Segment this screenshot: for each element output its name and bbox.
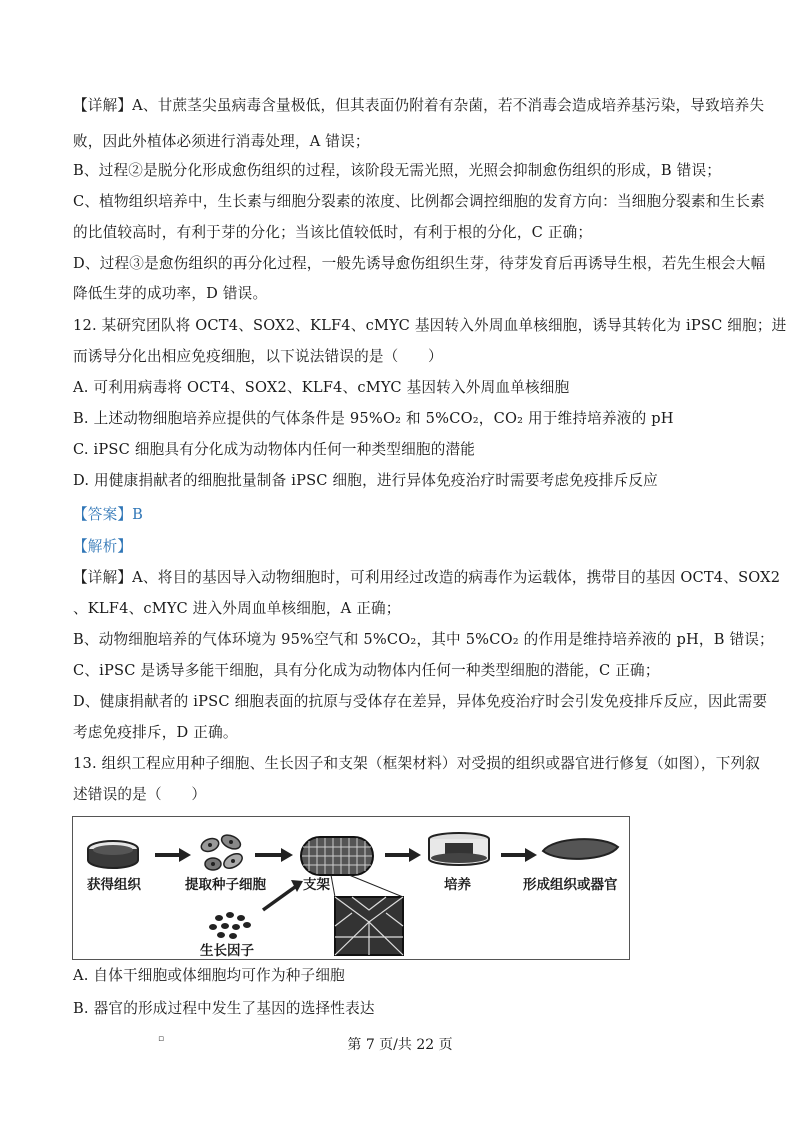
text-line: C、iPSC 是诱导多能干细胞，具有分化成为动物体内任何一种类型细胞的潜能，C 正确； (73, 662, 660, 679)
figure-label-tissue: 获得组织 (87, 877, 141, 893)
text-line: 的比值较高时，有利于芽的分化；当该比值较低时，有利于根的分化，C 正确； (73, 224, 593, 241)
text-line: 考虑免疫排斥，D 正确。 (73, 724, 238, 741)
text-line: A. 自体干细胞或体细胞均可作为种子细胞 (73, 967, 345, 984)
text-line: 【详解】A、将目的基因导入动物细胞时，可利用经过改造的病毒作为运载体，携带目的基因 OCT4、SOX2 (73, 569, 781, 586)
text-line: 述错误的是（ ） (73, 786, 207, 803)
answer-label: 【解析】 (73, 538, 133, 555)
scaffold-icon (301, 837, 373, 875)
figure-label-culture: 培养 (444, 877, 471, 893)
arrow-icon (263, 880, 303, 910)
text-line: B. 器官的形成过程中发生了基因的选择性表达 (73, 1000, 375, 1017)
tissue-dish-icon (88, 841, 138, 868)
text-line: B、动物细胞培养的气体环境为 95%空气和 5%CO₂，其中 5%CO₂ 的作用是维持培养液的 pH，B 错误； (73, 631, 774, 648)
answer-label: 【答案】B (73, 506, 144, 523)
text-line: 败，因此外植体必须进行消毒处理，A 错误； (73, 133, 370, 150)
corner-mark: ▫ (158, 1034, 165, 1044)
tissue-engineering-figure (72, 816, 630, 960)
figure-label-growth: 生长因子 (200, 943, 254, 959)
figure-label-scaffold: 支架 (303, 877, 330, 893)
text-line: B. 上述动物细胞培养应提供的气体条件是 95%O₂ 和 5%CO₂，CO₂ 用于维持培养液的 pH (73, 410, 674, 427)
text-line: 【详解】A、甘蔗茎尖虽病毒含量极低，但其表面仍附着有杂菌，若不消毒会造成培养基污染，导致培养失 (73, 97, 765, 114)
arrow-icon (255, 848, 293, 862)
text-line: 、KLF4、cMYC 进入外周血单核细胞，A 正确； (73, 600, 401, 617)
text-line: B、过程②是脱分化形成愈伤组织的过程，该阶段无需光照，光照会抑制愈伤组织的形成，B 错误； (73, 162, 722, 179)
seed-cells-icon (199, 832, 244, 871)
scaffold-zoom-icon (335, 897, 403, 955)
culture-dish-icon (429, 833, 489, 865)
text-line: 13. 组织工程应用种子细胞、生长因子和支架（框架材料）对受损的组织或器官进行修复（如图），下列叙 (73, 755, 761, 772)
text-line: C. iPSC 细胞具有分化成为动物体内任何一种类型细胞的潜能 (73, 441, 476, 458)
organ-icon (543, 839, 618, 859)
text-line: D. 用健康捐献者的细胞批量制备 iPSC 细胞，进行异体免疫治疗时需要考虑免疫排斥反应 (73, 472, 658, 489)
text-line: 降低生芽的成功率，D 错误。 (73, 285, 268, 302)
arrow-icon (385, 848, 421, 862)
text-line: D、过程③是愈伤组织的再分化过程，一般先诱导愈伤组织生芽，待芽发育后再诱导生根，若先生根会大幅 (73, 255, 766, 272)
growth-factor-icon (209, 912, 251, 939)
page-footer: 第 7 页/共 22 页 (347, 1037, 453, 1053)
arrow-icon (501, 848, 537, 862)
text-line: A. 可利用病毒将 OCT4、SOX2、KLF4、cMYC 基因转入外周血单核细胞 (73, 379, 570, 396)
text-line: C、植物组织培养中，生长素与细胞分裂素的浓度、比例都会调控细胞的发育方向：当细胞分裂素和生长素 (73, 193, 765, 210)
text-line: D、健康捐献者的 iPSC 细胞表面的抗原与受体存在差异，异体免疫治疗时会引发免疫排斥反应，因此需要 (73, 693, 768, 710)
arrow-icon (155, 848, 191, 862)
text-line: 而诱导分化出相应免疫细胞，以下说法错误的是（ ） (73, 348, 443, 365)
figure-label-seed: 提取种子细胞 (185, 877, 266, 893)
figure-label-organ: 形成组织或器官 (523, 877, 618, 893)
text-line: 12. 某研究团队将 OCT4、SOX2、KLF4、cMYC 基因转入外周血单核细胞，诱导其转化为 iPSC 细胞；进 (73, 317, 787, 334)
